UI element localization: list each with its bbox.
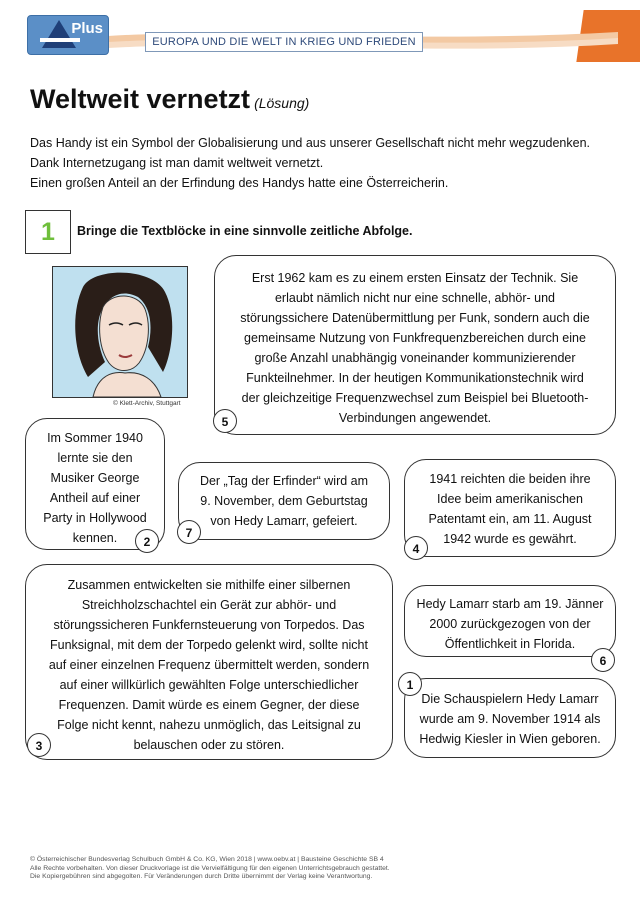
card-text: 1941 reichten die beiden ihre Idee beim amerikanischen Patentamt ein, am 11. August 1942 wurde es gewährt. [428, 472, 592, 546]
order-number-1: 1 [398, 672, 422, 696]
page-title [30, 84, 309, 115]
card-text: Im Sommer 1940 lernte sie den Musiker George Antheil auf einer Party in Hollywood kennen. [43, 431, 147, 545]
page-subtitle: (Lösung) [254, 95, 310, 111]
order-number-7: 7 [177, 520, 201, 544]
card-text: Die Schauspielern Hedy Lamarr wurde am 9. November 1914 als Hedwig Kiesler in Wien geboren. [419, 692, 601, 746]
intro-line: Das Handy ist ein Symbol der Globalisierung und aus unserer Gesellschaft nicht mehr wegzudenken. [30, 136, 591, 150]
order-number-6: 6 [591, 648, 615, 672]
series-title: EUROPA UND DIE WELT IN KRIEG UND FRIEDEN [145, 32, 423, 52]
footer-line: Alle Rechte vorbehalten. Von dieser Druckvorlage ist die Vervielfältigung für den eigenen Unterrichtsgebrauch gestattet. [30, 864, 390, 872]
task-number: 1 [25, 210, 71, 254]
order-number-2: 2 [135, 529, 159, 553]
card-text: Zusammen entwickelten sie mithilfe einer silbernen Streichholzschachtel ein Gerät zur abhör- und störungssicheren Funkfernsteuerung von Torpedos. Das Funksignal, mit dem der Torpedo gelenkt wird, sollte nicht auf einer einzelnen Frequenz übermittelt werden, sondern auf einer willkürlich gewählten Folge unterschiedlicher Frequenzen. Damit würde es einem Gegner, der diese Folge nicht kennt, nahezu unmöglich, das Leitsignal zu belauschen oder zu stören. [48, 578, 370, 752]
order-number-4: 4 [404, 536, 428, 560]
order-number-3: 3 [27, 733, 51, 757]
image-credit: © Klett-Archiv, Stuttgart [113, 400, 181, 407]
text-card-3 [25, 564, 393, 760]
card-text: Erst 1962 kam es zu einem ersten Einsatz der Technik. Sie erlaubt nämlich nicht nur eine schnelle, abhör- und störungssichere Datenübermittlung per Funk, sondern auch die gemeinsame Nutzung von Funkfrequenzbereichen durch eine große Anzahl unabhängig voneinander kommunizierender Funkteilnehmer. In der heutigen Kommunikationstechnik wird der gleichzeitige Frequenzwechsel zum Beispiel bei Bluetooth- Verbindungen angewendet. [240, 271, 590, 425]
intro-line: Einen großen Anteil an der Erfindung des Handys hatte eine Österreicherin. [30, 176, 449, 190]
task-instruction: Bringe die Textblöcke in eine sinnvolle zeitliche Abfolge. [77, 224, 413, 238]
footer-line: Die Kopiergebühren sind abgegolten. Für Veränderungen durch Dritte übernimmt der Verlag keine Verantwortung. [30, 873, 373, 880]
logo-bar-icon [40, 38, 80, 42]
text-card-7 [178, 462, 390, 540]
text-card-6 [404, 585, 616, 657]
portrait-illustration [52, 266, 188, 398]
card-text: Der „Tag der Erfinder“ wird am 9. November, dem Geburtstag von Hedy Lamarr, gefeiert. [199, 474, 369, 528]
text-card-4 [404, 459, 616, 557]
intro-paragraph [30, 133, 620, 193]
copyright-footer [30, 856, 390, 882]
card-text: Hedy Lamarr starb am 19. Jänner 2000 zurückgezogen von der Öffentlichkeit in Florida. [416, 597, 604, 651]
text-card-5 [214, 255, 616, 435]
text-card-1 [404, 678, 616, 758]
logo-text: Plus [71, 20, 103, 37]
page-title-text: Weltweit vernetzt [30, 84, 251, 114]
order-number-5: 5 [213, 409, 237, 433]
publisher-logo [27, 15, 109, 55]
portrait-drawing [53, 267, 187, 397]
footer-line: © Österreichischer Bundesverlag Schulbuch GmbH & Co. KG, Wien 2018 | www.oebv.at | Bausteine Geschichte SB 4 [30, 856, 384, 863]
intro-line: Dank Internetzugang ist man damit weltweit vernetzt. [30, 156, 324, 170]
